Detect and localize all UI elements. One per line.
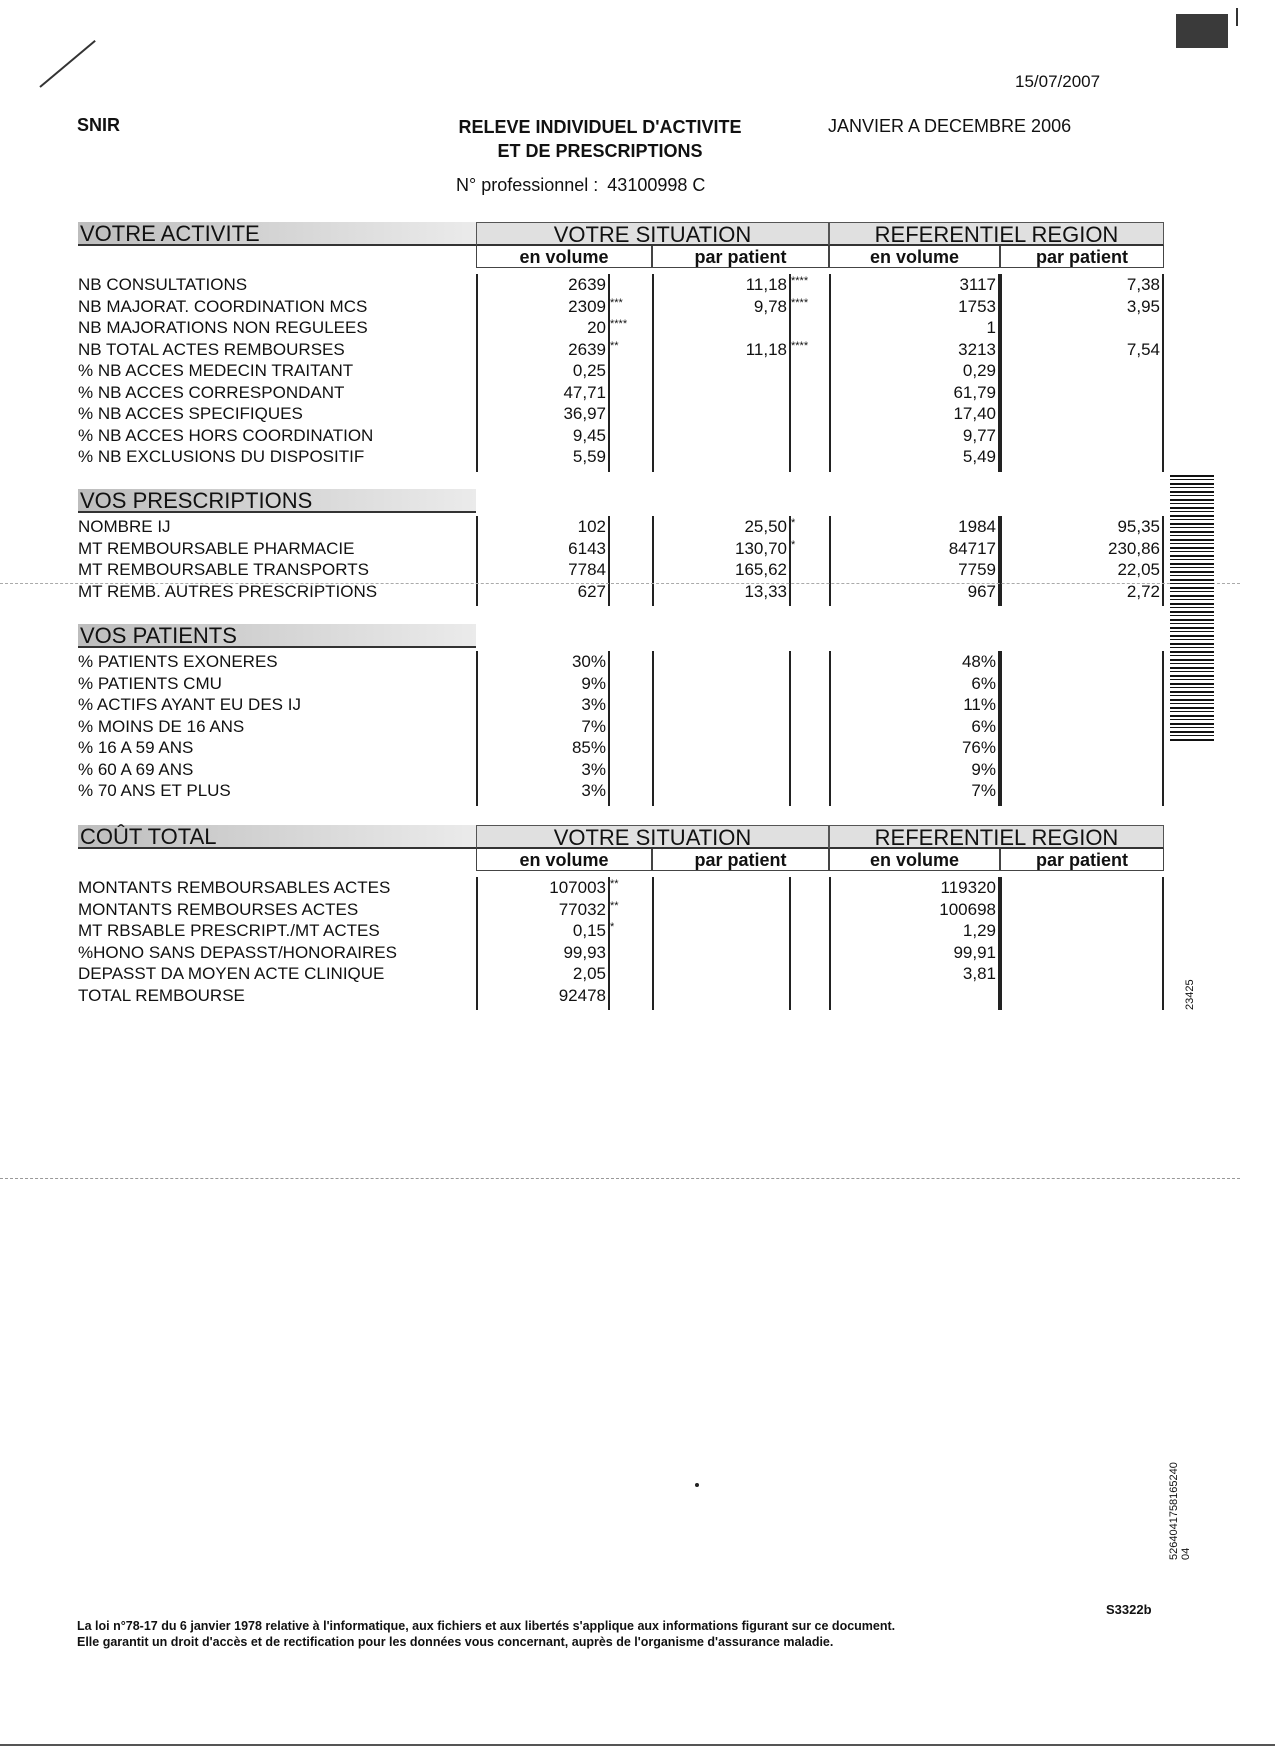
column-rule bbox=[1000, 274, 1002, 472]
rr-en-volume-value: 17,40 bbox=[953, 404, 996, 423]
vs-par-patient-value bbox=[652, 737, 787, 758]
vs-en-volume-value: 102 bbox=[577, 517, 606, 536]
vs-par-patient-value bbox=[652, 317, 787, 338]
activite-referentiel-region-header: REFERENTIEL REGION bbox=[829, 222, 1164, 246]
vs-par-patient-value bbox=[652, 942, 787, 963]
table-row-label: MT RBSABLE PRESCRIPT./MT ACTES bbox=[78, 921, 380, 940]
vs-par-patient-value bbox=[652, 360, 787, 381]
rr-en-volume-value: 1984 bbox=[958, 517, 996, 536]
rr-en-volume-value: 5,49 bbox=[962, 447, 996, 466]
rr-en-volume-value: 1 bbox=[986, 318, 996, 337]
column-rule bbox=[789, 651, 791, 806]
vs-en-volume-flag: *** bbox=[610, 296, 623, 309]
rr-par-patient-value bbox=[1000, 899, 1160, 920]
table-row-label: % NB ACCES HORS COORDINATION bbox=[78, 425, 374, 445]
rr-par-patient-value bbox=[1000, 673, 1160, 694]
rr-en-volume-value: 3,81 bbox=[962, 964, 996, 983]
column-rule bbox=[608, 877, 610, 1010]
rr-par-patient-value bbox=[1000, 694, 1160, 715]
vs-par-patient-value: 11,18 bbox=[745, 339, 787, 359]
rr-par-patient-value bbox=[1000, 425, 1160, 446]
rr-par-patient-value: 95,35 bbox=[1117, 517, 1160, 536]
vs-en-volume-flag: ** bbox=[610, 878, 619, 890]
rr-en-volume-value: 7% bbox=[971, 781, 996, 800]
activite-rr-par-patient-header: par patient bbox=[1000, 246, 1164, 268]
vs-par-patient-flag: **** bbox=[791, 275, 809, 287]
table-row-label: MONTANTS REMBOURSES ACTES bbox=[78, 899, 359, 919]
table-row-label: % NB ACCES SPECIFIQUES bbox=[78, 404, 303, 423]
table-row-label: NOMBRE IJ bbox=[78, 517, 171, 536]
column-rule bbox=[476, 274, 478, 472]
rr-en-volume-value: 48% bbox=[961, 652, 996, 671]
column-rule bbox=[1000, 651, 1002, 806]
rr-en-volume-value: 3117 bbox=[959, 275, 996, 294]
vs-en-volume-value: 30% bbox=[571, 652, 606, 671]
vs-par-patient-flag: * bbox=[791, 538, 796, 551]
rr-par-patient-value bbox=[1000, 985, 1160, 1006]
table-row-label: NB CONSULTATIONS bbox=[78, 275, 248, 294]
table-row-label: MONTANTS REMBOURSABLES ACTES bbox=[78, 878, 391, 897]
title-line-1: RELEVE INDIVIDUEL D'ACTIVITE bbox=[458, 117, 742, 137]
rr-par-patient-value bbox=[1000, 920, 1160, 941]
pen-slash-mark bbox=[39, 40, 95, 88]
column-rule bbox=[476, 651, 478, 806]
vs-en-volume-value: 0,25 bbox=[572, 361, 606, 380]
legal-footer-line-2: Elle garantit un droit d'accès et de rectification pour les données vous concernant, auprès de l'organisme d'assurance maladie. bbox=[77, 1635, 834, 1649]
activite-votre-situation-header: VOTRE SITUATION bbox=[476, 222, 829, 246]
table-row-label: MT REMBOURSABLE PHARMACIE bbox=[78, 538, 355, 558]
side-reference-number: 5264041758165240​04 bbox=[1168, 1462, 1192, 1560]
vs-en-volume-value: 85% bbox=[571, 738, 606, 757]
rr-en-volume-value: 99,91 bbox=[953, 942, 996, 962]
patients-section-title: VOS PATIENTS bbox=[78, 624, 476, 648]
rr-en-volume-value: 119320 bbox=[940, 878, 996, 897]
title-line-2: ET DE PRESCRIPTIONS bbox=[497, 141, 703, 161]
vs-en-volume-value: 20 bbox=[587, 318, 606, 337]
vs-en-volume-value: 5,59 bbox=[572, 447, 606, 466]
corner-registration-mark bbox=[1176, 14, 1228, 48]
vs-en-volume-value: 2309 bbox=[568, 296, 606, 316]
vs-par-patient-value bbox=[652, 759, 787, 780]
cout-rr-en-volume-header: en volume bbox=[829, 849, 1000, 871]
vs-par-patient-value: 165,62 bbox=[735, 560, 787, 579]
vs-en-volume-value: 77032 bbox=[558, 899, 606, 919]
table-row-label: DEPASST DA MOYEN ACTE CLINIQUE bbox=[78, 964, 385, 983]
rr-en-volume-value: 6% bbox=[971, 673, 996, 693]
column-rule bbox=[476, 877, 478, 1010]
activite-vs-par-patient-header: par patient bbox=[652, 246, 829, 268]
vs-par-patient-value bbox=[652, 425, 787, 446]
cout-vs-en-volume-header: en volume bbox=[476, 849, 652, 871]
vs-par-patient-flag: * bbox=[791, 517, 796, 529]
vs-en-volume-value: 9% bbox=[581, 673, 606, 693]
scan-fold-line bbox=[0, 583, 1240, 584]
table-row-label: % MOINS DE 16 ANS bbox=[78, 716, 245, 736]
cout-referentiel-region-header: REFERENTIEL REGION bbox=[829, 825, 1164, 849]
column-rule bbox=[608, 274, 610, 472]
table-row-label: NB MAJORATIONS NON REGULEES bbox=[78, 318, 368, 337]
rr-par-patient-value: 22,05 bbox=[1117, 560, 1160, 579]
cout-rr-par-patient-header: par patient bbox=[1000, 849, 1164, 871]
column-rule bbox=[476, 516, 478, 606]
ink-dot bbox=[695, 1483, 699, 1487]
vs-en-volume-value: 3% bbox=[581, 695, 606, 714]
column-rule bbox=[829, 651, 831, 806]
column-rule bbox=[789, 516, 791, 606]
vs-en-volume-value: 0,15 bbox=[572, 921, 606, 940]
vs-par-patient-flag: **** bbox=[791, 296, 809, 309]
vs-par-patient-value bbox=[652, 963, 787, 984]
activite-section-title: VOTRE ACTIVITE bbox=[78, 222, 476, 246]
document-date: 15/07/2007 bbox=[1015, 72, 1101, 91]
vs-en-volume-flag: **** bbox=[610, 318, 628, 330]
column-rule bbox=[1000, 877, 1002, 1010]
vs-par-patient-value bbox=[652, 382, 787, 403]
vs-en-volume-value: 2,05 bbox=[572, 964, 606, 983]
column-rule bbox=[789, 877, 791, 1010]
column-rule bbox=[652, 516, 654, 606]
period: JANVIER A DECEMBRE 2006 bbox=[828, 116, 1072, 136]
activite-rr-en-volume-header: en volume bbox=[829, 246, 1000, 268]
rr-en-volume-value: 76% bbox=[961, 738, 996, 757]
column-rule bbox=[652, 274, 654, 472]
rr-par-patient-value: 2,72 bbox=[1126, 581, 1160, 601]
scan-dash-line bbox=[0, 1178, 1240, 1179]
rr-par-patient-value bbox=[1000, 759, 1160, 780]
table-row-label: % PATIENTS EXONERES bbox=[78, 652, 278, 671]
rr-par-patient-value bbox=[1000, 963, 1160, 984]
rr-par-patient-value bbox=[1000, 446, 1160, 467]
rr-en-volume-value: 3213 bbox=[958, 339, 996, 359]
cout-votre-situation-header: VOTRE SITUATION bbox=[476, 825, 829, 849]
rr-en-volume-value: 9,77 bbox=[962, 425, 996, 445]
vs-en-volume-value: 99,93 bbox=[563, 942, 606, 962]
professional-number-label: N° professionnel : bbox=[456, 175, 599, 195]
vs-en-volume-value: 6143 bbox=[568, 538, 606, 558]
table-row-label: NB MAJORAT. COORDINATION MCS bbox=[78, 296, 368, 316]
professional-number-value: 43100998 C bbox=[607, 175, 706, 195]
rr-par-patient-value bbox=[1000, 877, 1160, 898]
rr-par-patient-value: 230,86 bbox=[1108, 538, 1160, 558]
table-row-label: % 16 A 59 ANS bbox=[78, 738, 194, 757]
vs-par-patient-value: 25,50 bbox=[744, 517, 787, 536]
rr-en-volume-value: 100698 bbox=[939, 899, 996, 919]
rr-en-volume-value: 0,29 bbox=[962, 361, 996, 380]
rr-en-volume-value: 11% bbox=[963, 695, 996, 714]
rr-par-patient-value bbox=[1000, 651, 1160, 672]
corner-tick-mark bbox=[1236, 8, 1238, 26]
activite-vs-en-volume-header: en volume bbox=[476, 246, 652, 268]
rr-en-volume-value: 84717 bbox=[948, 538, 996, 558]
table-row-label: TOTAL REMBOURSE bbox=[78, 985, 245, 1005]
table-row-label: % 60 A 69 ANS bbox=[78, 759, 194, 779]
vs-en-volume-flag: * bbox=[610, 921, 615, 933]
column-rule bbox=[789, 274, 791, 472]
rr-par-patient-value bbox=[1000, 317, 1160, 338]
table-row-label: % NB ACCES CORRESPONDANT bbox=[78, 382, 345, 402]
vs-en-volume-value: 9,45 bbox=[572, 425, 606, 445]
professional-number bbox=[456, 175, 705, 196]
vs-par-patient-value bbox=[652, 899, 787, 920]
rr-en-volume-value: 967 bbox=[967, 581, 996, 601]
vs-par-patient-value bbox=[652, 780, 787, 801]
column-rule bbox=[829, 274, 831, 472]
vs-par-patient-value bbox=[652, 985, 787, 1006]
column-rule bbox=[1000, 516, 1002, 606]
cout-vs-par-patient-header: par patient bbox=[652, 849, 829, 871]
rr-en-volume-value: 1753 bbox=[958, 296, 996, 316]
column-rule bbox=[1162, 651, 1164, 806]
table-row-label: % 70 ANS ET PLUS bbox=[78, 781, 231, 800]
vs-par-patient-value bbox=[652, 403, 787, 424]
rr-par-patient-value bbox=[1000, 737, 1160, 758]
rr-par-patient-value: 7,38 bbox=[1126, 275, 1160, 294]
organization-name: SNIR bbox=[77, 115, 121, 135]
rr-par-patient-value bbox=[1000, 780, 1160, 801]
rr-en-volume-value: 6% bbox=[971, 716, 996, 736]
vs-en-volume-value: 2639 bbox=[568, 275, 606, 294]
vs-en-volume-flag: ** bbox=[610, 339, 619, 352]
table-row-label: NB TOTAL ACTES REMBOURSES bbox=[78, 339, 345, 359]
page-bottom-line bbox=[0, 1744, 1275, 1746]
column-rule bbox=[1162, 274, 1164, 472]
vs-par-patient-value bbox=[652, 651, 787, 672]
legal-footer-line-1: La loi n°78-17 du 6 janvier 1978 relative à l'informatique, aux fichiers et aux libertés s'applique aux informations figurant sur ce document. bbox=[77, 1619, 896, 1633]
table-row-label: % ACTIFS AYANT EU DES IJ bbox=[78, 695, 301, 714]
vs-par-patient-value bbox=[652, 694, 787, 715]
vs-par-patient-flag: **** bbox=[791, 339, 809, 352]
column-rule bbox=[652, 877, 654, 1010]
rr-par-patient-value bbox=[1000, 403, 1160, 424]
vs-en-volume-flag: ** bbox=[610, 899, 619, 912]
table-row-label: %HONO SANS DEPASST/HONORAIRES bbox=[78, 942, 397, 962]
rr-par-patient-value bbox=[1000, 942, 1160, 963]
column-rule bbox=[1162, 877, 1164, 1010]
column-rule bbox=[829, 877, 831, 1010]
rr-par-patient-value bbox=[1000, 382, 1160, 403]
column-rule bbox=[1162, 516, 1164, 606]
column-rule bbox=[608, 651, 610, 806]
rr-en-volume-value: 7759 bbox=[958, 560, 996, 579]
legal-footer bbox=[77, 1618, 1077, 1650]
vs-en-volume-value: 36,97 bbox=[563, 404, 606, 423]
vs-par-patient-value: 11,18 bbox=[745, 275, 787, 294]
vs-en-volume-value: 627 bbox=[577, 581, 606, 601]
table-row-label: % NB EXCLUSIONS DU DISPOSITIF bbox=[78, 447, 365, 466]
vs-par-patient-value bbox=[652, 673, 787, 694]
vs-en-volume-value: 92478 bbox=[558, 985, 606, 1005]
rr-par-patient-value bbox=[1000, 360, 1160, 381]
form-code: S3322b bbox=[1106, 1602, 1152, 1617]
column-rule bbox=[829, 516, 831, 606]
rr-en-volume-value: 9% bbox=[971, 759, 996, 779]
barcode bbox=[1170, 475, 1214, 741]
vs-par-patient-value: 130,70 bbox=[735, 538, 787, 558]
cout-section-title: COÛT TOTAL bbox=[78, 825, 476, 849]
vs-en-volume-value: 7% bbox=[581, 716, 606, 736]
vs-en-volume-value: 2639 bbox=[568, 339, 606, 359]
column-rule bbox=[608, 516, 610, 606]
vs-par-patient-value bbox=[652, 877, 787, 898]
vs-par-patient-value: 13,33 bbox=[744, 581, 787, 601]
vs-en-volume-value: 3% bbox=[581, 781, 606, 800]
rr-en-volume-value: 61,79 bbox=[953, 382, 996, 402]
table-row-label: MT REMBOURSABLE TRANSPORTS bbox=[78, 560, 369, 579]
side-number: 23425 bbox=[1184, 979, 1196, 1010]
vs-par-patient-value bbox=[652, 446, 787, 467]
vs-en-volume-value: 3% bbox=[581, 759, 606, 779]
vs-par-patient-value: 9,78 bbox=[753, 296, 787, 316]
document-title bbox=[420, 115, 780, 163]
vs-en-volume-value: 107003 bbox=[549, 878, 606, 897]
prescriptions-section-title: VOS PRESCRIPTIONS bbox=[78, 489, 476, 513]
table-row-label: % NB ACCES MEDECIN TRAITANT bbox=[78, 361, 354, 380]
table-row-label: % PATIENTS CMU bbox=[78, 673, 222, 693]
rr-en-volume-value bbox=[829, 985, 996, 1006]
rr-par-patient-value bbox=[1000, 716, 1160, 737]
vs-par-patient-value bbox=[652, 920, 787, 941]
vs-en-volume-value: 7784 bbox=[568, 560, 606, 579]
vs-par-patient-value bbox=[652, 716, 787, 737]
table-row-label: MT REMB. AUTRES PRESCRIPTIONS bbox=[78, 581, 378, 601]
rr-par-patient-value: 7,54 bbox=[1126, 339, 1160, 359]
vs-en-volume-value: 47,71 bbox=[563, 382, 606, 402]
column-rule bbox=[652, 651, 654, 806]
rr-en-volume-value: 1,29 bbox=[962, 921, 996, 940]
rr-par-patient-value: 3,95 bbox=[1126, 296, 1160, 316]
